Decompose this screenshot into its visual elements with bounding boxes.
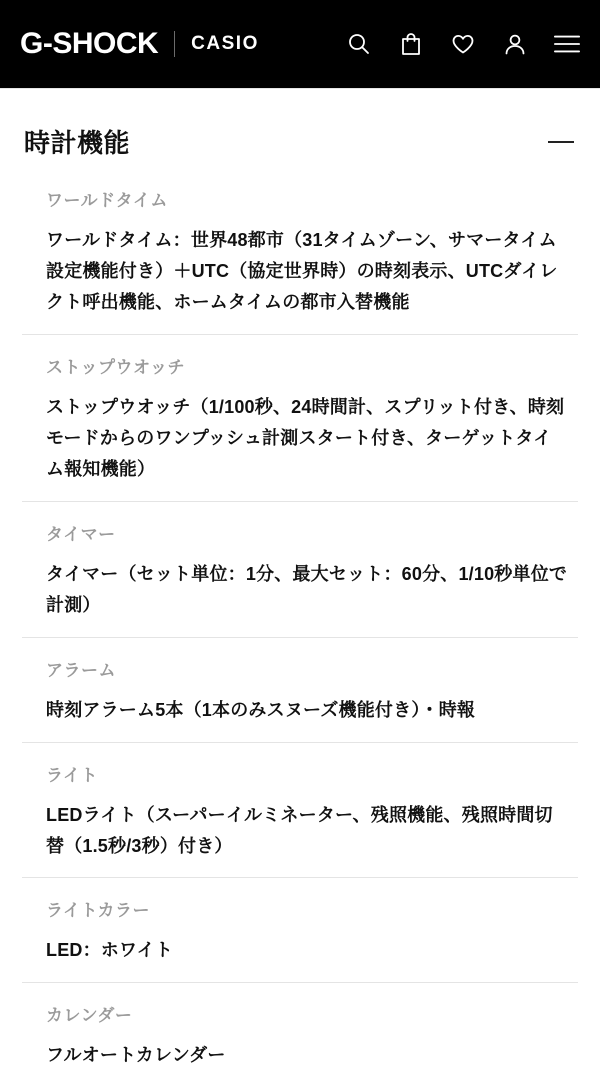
list-item — [22, 877, 578, 982]
heart-icon[interactable] — [450, 31, 476, 57]
spec-list — [0, 186, 600, 1080]
minus-bar — [548, 141, 574, 143]
spec-label: ライトカラー — [46, 901, 150, 921]
brand-divider — [174, 31, 175, 57]
spec-label: カレンダー — [46, 1006, 133, 1026]
list-item — [22, 982, 578, 1080]
spec-label: タイマー — [46, 524, 116, 544]
casio-logo[interactable]: CASIO — [191, 33, 259, 54]
list-item — [22, 501, 578, 637]
spec-value: 時刻アラーム5本（1本のみスヌーズ機能付き）・時報 — [46, 699, 476, 720]
shopping-bag-icon[interactable] — [398, 31, 424, 57]
spec-value: タイマー（セット単位：1分、最大セット：60分、1/10秒単位で計測） — [46, 563, 568, 615]
spec-label: アラーム — [46, 660, 116, 680]
spec-label: ストップウオッチ — [46, 357, 185, 377]
collapse-minus-icon[interactable] — [546, 127, 576, 157]
hamburger-menu-icon[interactable] — [554, 31, 580, 57]
list-item — [22, 334, 578, 501]
site-header — [0, 0, 600, 88]
list-item — [22, 186, 578, 334]
list-item — [22, 742, 578, 878]
spec-value: ワールドタイム：世界48都市（31タイムゾーン、サマータイム設定機能付き）＋UTC（協定世界時）の時刻表示、UTCダイレクト呼出機能、ホームタイムの都市入替機能 — [46, 230, 558, 312]
spec-value: フルオートカレンダー — [46, 1045, 226, 1066]
spec-value: ストップウオッチ（1/100秒、24時間計、スプリット付き、時刻モードからのワンプッシュ計測スタート付き、ターゲットタイム報知機能） — [46, 396, 565, 479]
spec-label: ライト — [46, 765, 98, 785]
spec-label: ワールドタイム — [46, 191, 168, 210]
header-icon-group — [346, 31, 580, 57]
page-title: 時計機能 — [24, 128, 131, 158]
list-item — [22, 637, 578, 742]
spec-value: LED：ホワイト — [46, 940, 174, 961]
search-icon[interactable] — [346, 31, 372, 57]
gshock-logo[interactable]: G-SHOCK — [20, 27, 159, 60]
section-header — [0, 89, 600, 186]
spec-value: LEDライト（スーパーイルミネーター、残照機能、残照時間切替（1.5秒/3秒）付き） — [46, 804, 553, 856]
user-icon[interactable] — [502, 31, 528, 57]
